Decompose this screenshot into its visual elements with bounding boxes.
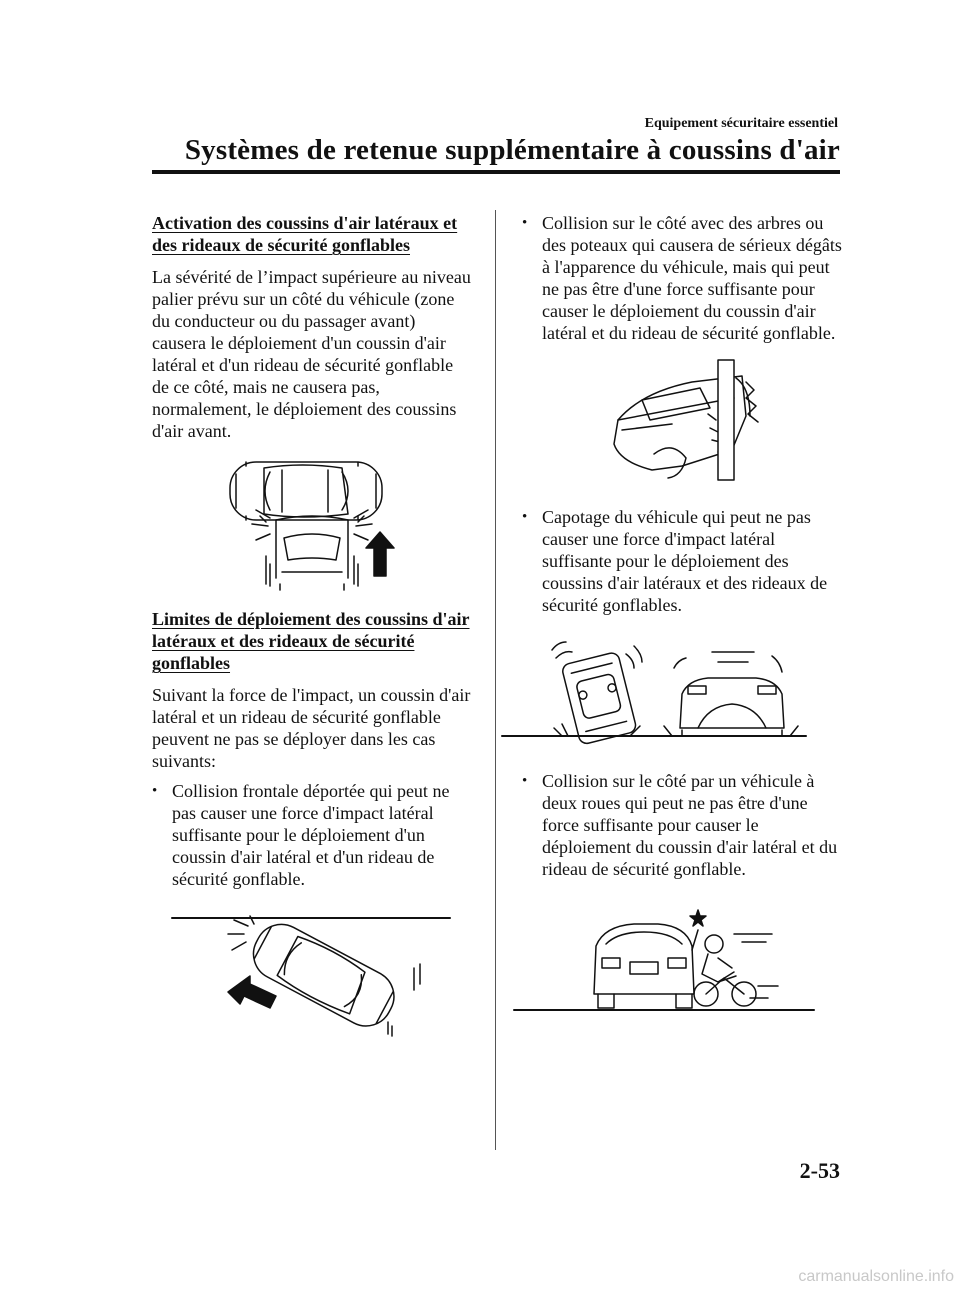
bullet-pole-collision [522, 212, 842, 344]
motion-lines-icon [552, 642, 798, 736]
bullet-rollover [522, 506, 842, 616]
watermark: carmanualsonline.info [798, 1268, 954, 1285]
motion-lines-icon [266, 556, 358, 590]
side-impact-car-diagram [152, 456, 472, 596]
right-column [522, 212, 842, 1016]
page-number: 2-53 [799, 1158, 840, 1183]
bullet-icon: • [152, 783, 158, 799]
car-top-view-icon [230, 462, 382, 520]
overturned-car-icon [680, 678, 784, 736]
bullet-icon: • [522, 509, 528, 525]
tilted-car-icon [561, 651, 637, 745]
bullet-rollover-text: Capotage du véhicule qui peut ne pas causer une force d'impact latéral suffisante pour le déploiement des coussins d'air latéraux et des rideaux de sécurité gonflables. [542, 507, 828, 615]
car-front-view-icon [594, 924, 694, 1008]
column-divider [495, 210, 496, 1150]
header-rule [152, 170, 840, 174]
bullet-two-wheeler-text: Collision sur le côté par un véhicule à deux roues qui peut ne pas être d'une force suffisante pour causer le déploiement du coussin d'air latéral et du rideau de sécurité gonflable. [542, 771, 838, 879]
car-top-view-icon [244, 915, 403, 1035]
bullet-icon: • [522, 773, 528, 789]
impacting-vehicle-icon [276, 516, 348, 578]
arrow-up-icon [366, 532, 394, 576]
bullet-offset-collision-text: Collision frontale déportée qui peut ne pas causer une force d'impact latéral suffisante pour le déploiement d'un coussin d'air latéral et d'un rideau de sécurité gonflable. [172, 781, 450, 889]
section-label: Equipement sécuritaire essentiel [644, 116, 838, 131]
bullet-icon: • [522, 215, 528, 231]
bullet-offset-collision [152, 780, 472, 890]
arrow-diagonal-icon [228, 976, 276, 1008]
rollover-diagram [522, 632, 842, 752]
pole-icon [718, 360, 734, 480]
pole-collision-diagram [522, 358, 842, 488]
motion-lines-icon [388, 964, 420, 1036]
paragraph-activation: La sévérité de l’impact supérieure au niveau palier prévu sur un côté du véhicule (zone du conducteur ou du passager avant) causera le déploiement d'un coussin d'air latéral et d'un rideau de sécurité gonflable de ce côté, mais ne causera pas, normalement, le déploiement des coussins d'air avant. [152, 267, 471, 441]
paragraph-limits: Suivant la force de l'impact, un coussin d'air latéral et un rideau de sécurité gonflable peuvent ne pas se déployer dans les cas suivants: [152, 685, 471, 771]
heading-activation: Activation des coussins d'air latéraux et des rideaux de sécurité gonflables [152, 213, 458, 255]
motorcycle-side-collision-diagram [522, 906, 842, 1016]
left-column [152, 212, 472, 1042]
chapter-title: Systèmes de retenue supplémentaire à coussins d'air [184, 134, 840, 166]
impact-burst-icon [228, 916, 254, 950]
bullet-pole-collision-text: Collision sur le côté avec des arbres ou des poteaux qui causera de sérieux dégâts à l'apparence du véhicule, mais qui peut ne pas être d'une force suffisante pour causer le déploiement du coussin d'air latéral et du rideau de sécurité gonflable. [542, 213, 842, 343]
heading-limits: Limites de déploiement des coussins d'air latéraux et des rideaux de sécurité gonflables [152, 609, 470, 673]
impact-star-icon [690, 910, 706, 926]
motorcycle-rider-icon [694, 935, 756, 1006]
bullet-two-wheeler [522, 770, 842, 880]
offset-frontal-collision-diagram [152, 912, 472, 1042]
